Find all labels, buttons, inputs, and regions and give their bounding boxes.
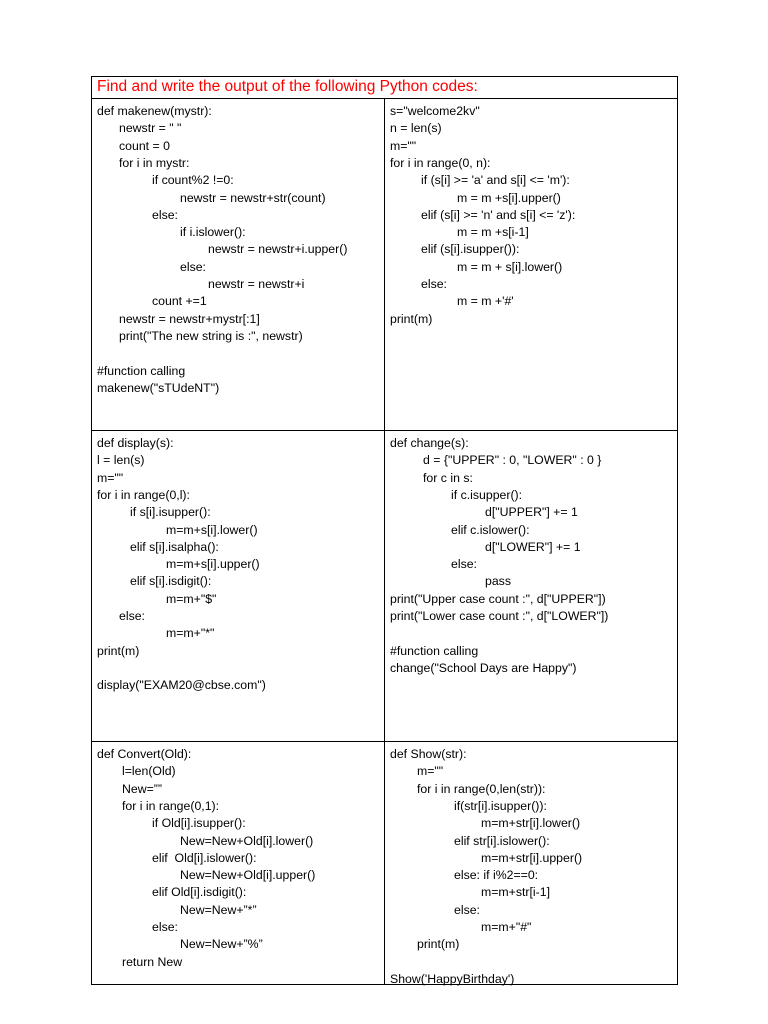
code-line: else: (451, 557, 477, 572)
code-line: def makenew(mystr): (97, 104, 212, 118)
code-line: m = m +s[i].upper() (457, 190, 561, 205)
code-line: #function calling (97, 363, 186, 378)
code-line: New=New+Old[i].upper() (180, 868, 316, 883)
code-line: newstr = newstr+mystr[:1] (119, 311, 260, 326)
code-line: m=m+s[i].upper() (166, 557, 260, 572)
code-line: if i.islower(): (180, 225, 246, 240)
code-line: else: (454, 902, 480, 917)
code-line: m="" (97, 470, 124, 485)
code-line: m=m+"$" (166, 591, 217, 606)
code-line: elif (s[i].isupper()): (421, 242, 520, 257)
code-line: def Convert(Old): (97, 747, 192, 761)
code-line: for i in range(0,len(str)): (417, 781, 546, 796)
code-line: count +=1 (152, 294, 207, 309)
code-line: elif Old[i].islower(): (152, 850, 257, 865)
code-line: for c in s: (423, 470, 473, 485)
code-line: New=New+”*” (180, 902, 257, 917)
code-line: elif s[i].isalpha(): (130, 539, 219, 554)
code-line: pass (485, 574, 511, 589)
code-line: m="" (417, 764, 444, 779)
code-line: if(str[i].isupper()): (454, 798, 547, 813)
code-line: if s[i].isupper(): (130, 505, 211, 520)
code-line: for i in range(0, n): (390, 155, 491, 170)
code-line: m=m+s[i].lower() (166, 522, 258, 537)
code-line: print(m) (390, 311, 433, 326)
code-line: New=New+Old[i].lower() (180, 833, 314, 848)
code-line: m=m+str[i].upper() (481, 850, 583, 865)
code-line: for i in range(0,1): (122, 798, 220, 813)
code-line: display("EXAM20@cbse.com") (97, 678, 266, 693)
code-line: elif (s[i] >= 'n' and s[i] <= 'z'): (421, 207, 576, 222)
code-line: #function calling (390, 643, 479, 658)
code-line: l=len(Old) (122, 764, 176, 779)
code-line: l = len(s) (97, 453, 145, 468)
code-line: for i in range(0,l): (97, 487, 190, 502)
code-line: s="welcome2kv" (390, 104, 480, 118)
title-row (92, 77, 677, 99)
code-line: m = m +s[i-1] (457, 225, 529, 240)
code-line: print("Upper case count :", d["UPPER"]) (390, 591, 606, 606)
code-line: m="" (390, 138, 417, 153)
question-title: Find and write the output of the following Python codes: (97, 78, 478, 95)
code-line: return New (122, 954, 183, 969)
question-table (91, 76, 678, 985)
code-line: for i in mystr: (119, 155, 190, 170)
code-cell-convert (92, 742, 384, 985)
code-line: def display(s): (97, 436, 174, 450)
code-line: print(m) (97, 643, 140, 658)
code-line: else: if i%2==0: (454, 868, 539, 883)
code-line: New=”” (122, 781, 162, 796)
code-line: def change(s): (390, 436, 469, 450)
code-line: newstr = newstr+str(count) (180, 190, 326, 205)
code-line: if c.isupper(): (451, 487, 523, 502)
code-line: if Old[i].isupper(): (152, 816, 246, 831)
code-line: m = m + s[i].lower() (457, 259, 563, 274)
code-line: else: (152, 920, 178, 934)
code-cell-makenew (92, 99, 384, 430)
code-line: m = m +'#' (457, 294, 514, 309)
code-line: else: (421, 277, 447, 291)
code-line: makenew("sTUdeNT") (97, 380, 220, 395)
code-cell-show (385, 742, 677, 985)
code-line: print("Lower case count :", d["LOWER"]) (390, 609, 609, 623)
code-line: if (s[i] >= 'a' and s[i] <= 'm'): (421, 173, 570, 188)
code-cell-welcome (385, 99, 677, 430)
code-line: elif s[i].isdigit(): (130, 574, 212, 589)
code-line: m=m+str[i-1] (481, 885, 551, 900)
code-line: elif c.islower(): (451, 522, 530, 537)
code-line: newstr = " " (119, 121, 182, 136)
code-cell-display (92, 431, 384, 741)
code-line: m=m+"*" (166, 626, 215, 641)
code-line: if count%2 !=0: (152, 173, 234, 188)
code-line: elif Old[i].isdigit(): (152, 885, 247, 900)
code-line: d["UPPER"] += 1 (485, 505, 578, 520)
code-line: count = 0 (119, 138, 170, 153)
code-line: Show('HappyBirthday') (390, 971, 515, 986)
code-line: newstr = newstr+i (208, 277, 305, 291)
code-line: m=m+"#" (481, 920, 532, 934)
code-line: print("The new string is :", newstr) (119, 328, 303, 343)
code-line: m=m+str[i].lower() (481, 816, 581, 831)
code-line: elif str[i].islower(): (454, 833, 550, 848)
code-line: change("School Days are Happy") (390, 660, 577, 675)
code-line: else: (152, 207, 178, 222)
code-line: print(m) (417, 937, 460, 952)
code-line: else: (119, 609, 145, 623)
code-line: newstr = newstr+i.upper() (208, 242, 348, 257)
code-line: New=New+”%” (180, 937, 263, 952)
code-cell-change (385, 431, 677, 741)
code-line: n = len(s) (390, 121, 442, 136)
code-line: d["LOWER"] += 1 (485, 539, 581, 554)
code-line: else: (180, 259, 206, 274)
code-line: def Show(str): (390, 747, 467, 761)
code-line: d = {"UPPER" : 0, "LOWER" : 0 } (423, 453, 602, 468)
